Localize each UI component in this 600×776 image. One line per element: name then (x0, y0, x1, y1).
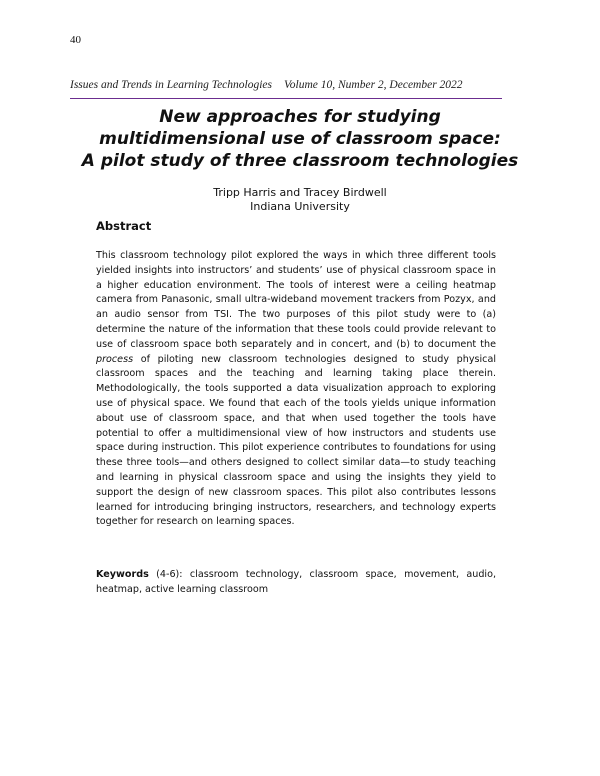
abstract-emphasis: process (96, 353, 134, 365)
keywords (96, 568, 496, 598)
title-line-3: A pilot study of three classroom technologies (81, 151, 519, 171)
title-line-2: multidimensional use of classroom space: (99, 129, 501, 149)
abstract-text-part-2: of piloting new classroom technologies designed to study physical classroom spaces and the teaching and learning taking place therein. Methodologically, the tools supported a data visualization approach to exploring use of physical space. We found that each of the tools yields unique information about use of classroom space, and that when used together the tools have potential to offer a multidimensional view of how instructors and students use space during instruction. This pilot experience contributes to foundations for using these three tools—and others designed to collect similar data—to study teaching and learning in physical classroom space and using the insights they yield to support the design of new classroom spaces. This pilot also contributes lessons learned for introducing bringing instructors, researchers, and technology experts together for research on learning spaces. (96, 353, 496, 528)
author-names: Tripp Harris and Tracey Birdwell (213, 186, 387, 199)
paper-title (40, 106, 560, 172)
abstract-text-part-1: This classroom technology pilot explored the ways in which three different tools yielded insights into instructors’ and students’ use of physical classroom space in a higher education environment. The tools of interest were a ceiling heatmap camera from Panasonic, small ultra-wideband movement trackers from Pozyx, and an audio sensor from TSI. The two purposes of this pilot study were to (a) determine the nature of the information that these tools could provide relevant to use of classroom space both separately and in concert, and (b) to document the (96, 250, 496, 350)
title-line-1: New approaches for studying (159, 107, 441, 127)
header-rule (70, 98, 502, 99)
abstract-body (96, 249, 496, 530)
page-number: 40 (70, 34, 81, 46)
abstract-heading: Abstract (96, 219, 152, 233)
author-block (100, 186, 500, 214)
author-affiliation: Indiana University (250, 200, 350, 213)
running-header (70, 79, 502, 91)
keywords-label: Keywords (96, 569, 149, 580)
journal-name: Issues and Trends in Learning Technologies (70, 79, 273, 91)
journal-volume: Volume 10, Number 2, December 2022 (284, 79, 463, 91)
keywords-text: (4-6): classroom technology, classroom space, movement, audio, heatmap, active learning classroom (96, 569, 496, 595)
